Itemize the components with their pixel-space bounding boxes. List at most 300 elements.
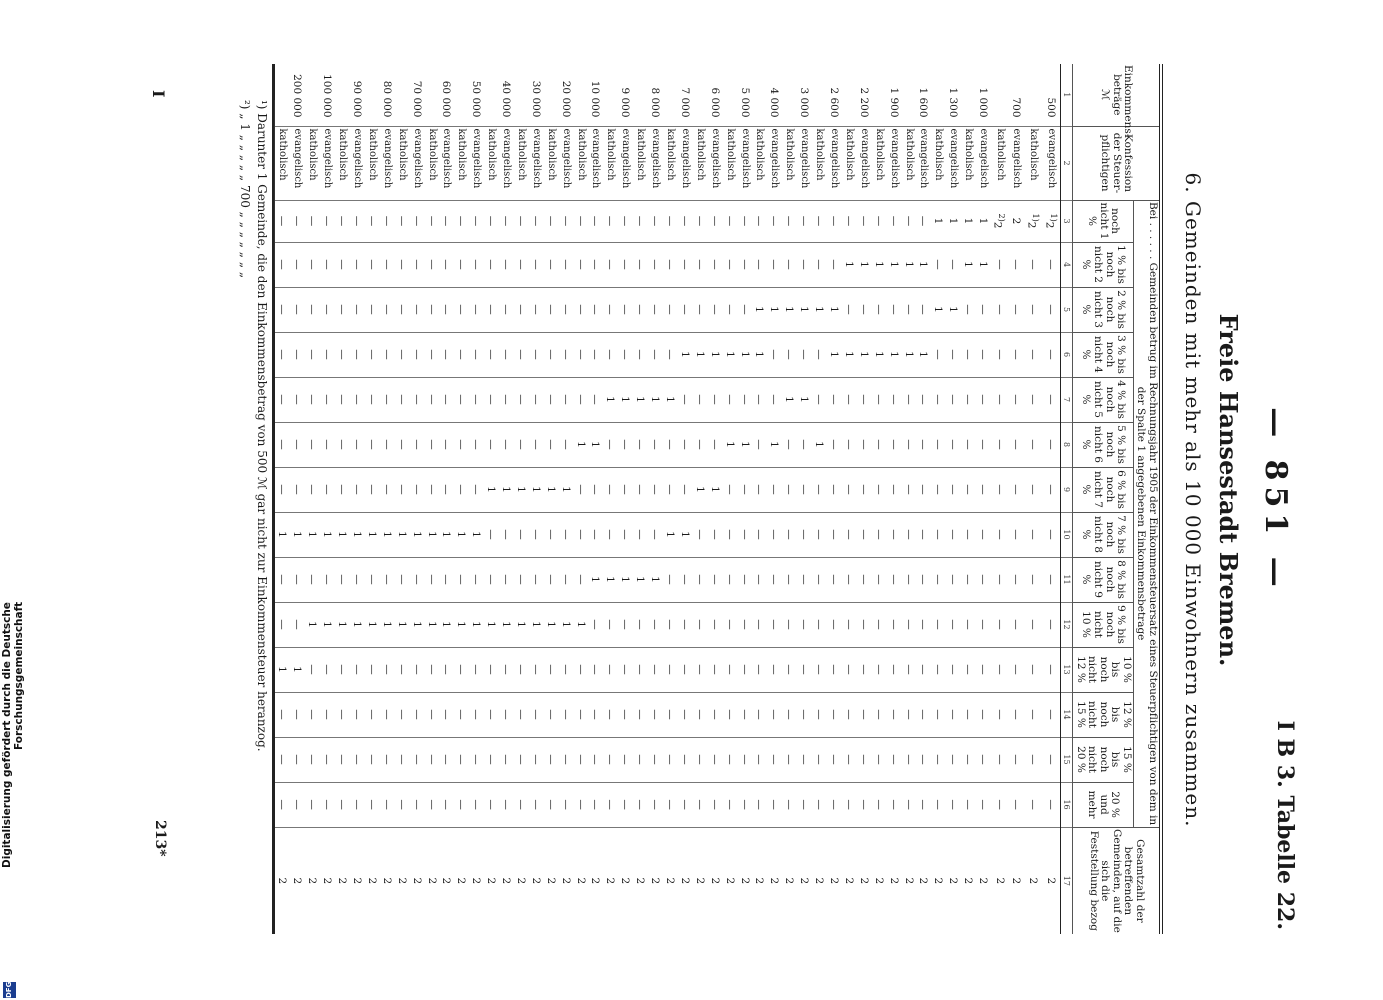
count-cell: —	[841, 782, 856, 827]
count-cell: —	[273, 557, 289, 602]
count-cell: —	[677, 287, 692, 332]
count-cell: —	[677, 647, 692, 692]
count-cell: —	[945, 422, 960, 467]
count-cell: 1	[289, 647, 304, 692]
table-row	[409, 64, 424, 934]
count-cell: —	[468, 737, 483, 782]
count-cell: —	[513, 647, 528, 692]
count-cell: —	[707, 782, 722, 827]
count-cell: —	[916, 200, 931, 242]
count-cell: —	[945, 512, 960, 557]
count-cell: —	[424, 737, 439, 782]
count-cell: —	[1023, 737, 1041, 782]
count-cell: —	[692, 737, 707, 782]
count-cell: —	[394, 647, 409, 692]
count-cell: 1	[617, 377, 632, 422]
count-cell: —	[647, 602, 662, 647]
count-cell: —	[424, 647, 439, 692]
count-cell: —	[289, 377, 304, 422]
confession-cell: evangelisch	[916, 126, 931, 200]
confession-cell: evangelisch	[766, 126, 781, 200]
confession-cell: katholisch	[752, 126, 767, 200]
count-cell: —	[886, 557, 901, 602]
count-cell: —	[722, 377, 737, 422]
count-cell: —	[273, 602, 289, 647]
count-cell: —	[364, 422, 379, 467]
count-cell: —	[304, 557, 319, 602]
income-amount	[513, 64, 528, 126]
count-cell: —	[841, 692, 856, 737]
count-cell: —	[752, 647, 767, 692]
count-cell: —	[319, 242, 334, 287]
count-cell: —	[960, 377, 975, 422]
count-cell: —	[334, 467, 349, 512]
count-cell: —	[856, 467, 871, 512]
count-cell: —	[826, 200, 841, 242]
count-cell: —	[692, 602, 707, 647]
count-cell: —	[916, 782, 931, 827]
count-cell: —	[304, 200, 319, 242]
table-row	[975, 64, 990, 934]
confession-cell: evangelisch	[349, 126, 364, 200]
count-cell: —	[304, 242, 319, 287]
count-cell: —	[737, 242, 752, 287]
count-cell: —	[871, 647, 886, 692]
count-cell: —	[811, 782, 826, 827]
income-amount	[901, 64, 916, 126]
count-cell: —	[349, 557, 364, 602]
count-cell: —	[930, 332, 945, 377]
count-cell: —	[752, 422, 767, 467]
dfg-logo-icon: DFG	[3, 982, 16, 998]
count-cell: —	[752, 377, 767, 422]
count-cell: —	[990, 737, 1008, 782]
count-cell: —	[304, 737, 319, 782]
count-cell: —	[1008, 737, 1023, 782]
confession-cell: katholisch	[573, 126, 588, 200]
total-cell: 2	[796, 827, 811, 934]
count-cell: —	[990, 242, 1008, 287]
footnotes	[235, 100, 275, 752]
count-cell: 1	[289, 512, 304, 557]
confession-cell: katholisch	[424, 126, 439, 200]
count-cell: —	[289, 782, 304, 827]
income-amount	[811, 64, 826, 126]
income-amount	[602, 64, 617, 126]
count-cell: —	[722, 512, 737, 557]
count-cell: —	[722, 647, 737, 692]
confession-cell: katholisch	[334, 126, 349, 200]
count-cell: —	[975, 332, 990, 377]
count-cell: 1	[319, 512, 334, 557]
count-cell: —	[528, 332, 543, 377]
total-cell: 2	[960, 827, 975, 934]
total-cell: 2	[916, 827, 931, 934]
count-cell: —	[886, 200, 901, 242]
count-cell: —	[543, 242, 558, 287]
table-row	[707, 64, 722, 934]
column-number: 10	[1061, 512, 1073, 557]
count-cell: —	[766, 377, 781, 422]
count-cell: —	[647, 647, 662, 692]
count-cell: —	[707, 242, 722, 287]
count-cell: —	[647, 782, 662, 827]
count-cell: —	[1008, 467, 1023, 512]
count-cell: —	[588, 200, 603, 242]
count-cell: —	[468, 332, 483, 377]
count-cell: —	[826, 782, 841, 827]
count-cell: —	[901, 512, 916, 557]
income-amount	[871, 64, 886, 126]
count-cell: —	[632, 200, 647, 242]
confession-cell: evangelisch	[409, 126, 424, 200]
count-cell: —	[573, 557, 588, 602]
count-cell: —	[856, 512, 871, 557]
count-cell: —	[349, 287, 364, 332]
count-cell: —	[856, 200, 871, 242]
count-cell: —	[1042, 692, 1061, 737]
count-cell: —	[379, 332, 394, 377]
confession-cell: evangelisch	[945, 126, 960, 200]
count-cell: —	[349, 737, 364, 782]
count-cell: —	[737, 557, 752, 602]
count-cell: —	[1023, 422, 1041, 467]
page-code: 213*	[152, 820, 168, 857]
count-cell: 1	[334, 512, 349, 557]
income-amount: 10 000	[588, 64, 603, 126]
count-cell: —	[811, 200, 826, 242]
count-cell: —	[334, 692, 349, 737]
count-cell: 2	[1008, 200, 1023, 242]
column-number: 3	[1061, 200, 1073, 242]
count-cell: —	[662, 422, 677, 467]
total-cell: 2	[379, 827, 394, 934]
count-cell: —	[632, 782, 647, 827]
total-cell: 2	[975, 827, 990, 934]
count-cell: —	[811, 692, 826, 737]
count-cell: —	[871, 692, 886, 737]
count-cell: —	[602, 200, 617, 242]
count-cell: —	[707, 557, 722, 602]
table-row	[528, 64, 543, 934]
count-cell: 1	[424, 602, 439, 647]
count-cell: —	[1023, 287, 1041, 332]
count-cell: —	[960, 737, 975, 782]
footnote-marker: 2)	[997, 213, 1007, 222]
count-cell: —	[483, 692, 498, 737]
table-row	[886, 64, 901, 934]
count-cell: —	[945, 602, 960, 647]
count-cell: —	[841, 377, 856, 422]
count-cell: —	[558, 737, 573, 782]
count-cell: 1	[379, 602, 394, 647]
count-cell: 1	[722, 332, 737, 377]
count-cell: —	[528, 692, 543, 737]
count-cell	[990, 200, 1008, 242]
count-cell: —	[871, 377, 886, 422]
income-amount: 90 000	[349, 64, 364, 126]
count-cell: —	[647, 200, 662, 242]
count-cell: —	[856, 557, 871, 602]
count-cell: 1	[841, 332, 856, 377]
income-amount: 60 000	[439, 64, 454, 126]
count-cell: —	[453, 467, 468, 512]
count-cell: —	[453, 737, 468, 782]
count-cell: —	[677, 242, 692, 287]
count-cell: —	[737, 200, 752, 242]
count-cell: 1	[409, 512, 424, 557]
count-cell: —	[945, 242, 960, 287]
count-cell: —	[513, 422, 528, 467]
column-number: 17	[1061, 827, 1073, 934]
count-cell: —	[588, 602, 603, 647]
count-cell: —	[1008, 647, 1023, 692]
total-cell: 2	[439, 827, 454, 934]
count-cell: —	[796, 512, 811, 557]
count-cell: —	[811, 602, 826, 647]
count-cell: —	[886, 647, 901, 692]
count-cell: —	[558, 287, 573, 332]
table-row	[811, 64, 826, 934]
count-cell: —	[677, 377, 692, 422]
total-cell: 2	[319, 827, 334, 934]
page-number: — 851 —	[1258, 407, 1293, 593]
count-cell: —	[349, 377, 364, 422]
table-header	[1073, 64, 1161, 934]
count-cell: —	[886, 782, 901, 827]
count-cell: —	[439, 737, 454, 782]
count-cell: —	[752, 782, 767, 827]
count-cell: —	[811, 242, 826, 287]
count-cell: —	[588, 737, 603, 782]
count-cell: —	[960, 332, 975, 377]
count-cell: —	[886, 467, 901, 512]
count-cell: —	[811, 512, 826, 557]
count-cell: —	[319, 332, 334, 377]
count-cell: —	[409, 692, 424, 737]
count-cell: —	[349, 782, 364, 827]
count-cell: —	[960, 512, 975, 557]
total-cell: 2	[573, 827, 588, 934]
page-subtitle: 6. Gemeinden mit mehr als 10 000 Einwohnern zusammen.	[1181, 172, 1205, 828]
count-cell: —	[543, 287, 558, 332]
count-cell: —	[1042, 512, 1061, 557]
count-cell: —	[766, 737, 781, 782]
column-number: 13	[1061, 647, 1073, 692]
count-cell: —	[513, 332, 528, 377]
count-cell: —	[543, 647, 558, 692]
count-cell: —	[379, 557, 394, 602]
count-cell: —	[1042, 602, 1061, 647]
table-row	[1042, 64, 1061, 934]
count-cell: —	[811, 647, 826, 692]
count-cell	[1042, 200, 1061, 242]
count-cell: —	[334, 647, 349, 692]
header-bracket: noch nicht 1 %	[1073, 200, 1134, 242]
count-cell: —	[304, 287, 319, 332]
income-amount: 1 300	[945, 64, 960, 126]
confession-cell: katholisch	[841, 126, 856, 200]
count-cell: 1	[826, 332, 841, 377]
count-cell: —	[677, 737, 692, 782]
count-cell: 1	[483, 602, 498, 647]
confession-cell: katholisch	[364, 126, 379, 200]
count-cell: —	[304, 332, 319, 377]
count-cell: —	[617, 602, 632, 647]
count-cell: —	[960, 602, 975, 647]
total-cell: 2	[483, 827, 498, 934]
count-cell: —	[752, 200, 767, 242]
header-bracket: 8 % bis noch nicht 9 %	[1073, 557, 1134, 602]
count-cell: —	[334, 377, 349, 422]
count-cell: —	[960, 467, 975, 512]
column-number: 5	[1061, 287, 1073, 332]
count-cell: —	[975, 557, 990, 602]
count-cell: —	[394, 692, 409, 737]
count-cell: —	[930, 422, 945, 467]
count-cell: —	[990, 692, 1008, 737]
total-cell: 2	[349, 827, 364, 934]
count-cell: —	[334, 200, 349, 242]
count-cell: —	[707, 377, 722, 422]
count-cell: —	[349, 332, 364, 377]
count-cell: —	[960, 647, 975, 692]
count-cell: —	[364, 377, 379, 422]
table-row	[945, 64, 960, 934]
count-cell	[1023, 200, 1041, 242]
count-cell: 1	[304, 602, 319, 647]
table-row	[349, 64, 364, 934]
count-cell: —	[722, 782, 737, 827]
count-cell: —	[573, 287, 588, 332]
income-amount: 2 200	[856, 64, 871, 126]
income-amount: 100 000	[319, 64, 334, 126]
count-cell: —	[304, 647, 319, 692]
count-cell: —	[632, 287, 647, 332]
count-cell: —	[617, 242, 632, 287]
count-cell: —	[409, 242, 424, 287]
confession-cell: evangelisch	[647, 126, 662, 200]
income-amount: 700	[1008, 64, 1023, 126]
count-cell: —	[573, 377, 588, 422]
count-cell: —	[1008, 332, 1023, 377]
count-cell: —	[468, 692, 483, 737]
count-cell: —	[752, 602, 767, 647]
count-cell: 1	[498, 467, 513, 512]
count-cell: —	[647, 242, 662, 287]
count-cell: —	[498, 692, 513, 737]
count-cell: —	[439, 647, 454, 692]
count-cell: —	[826, 557, 841, 602]
table-row	[692, 64, 707, 934]
count-cell: —	[1042, 287, 1061, 332]
header-bracket: 10 % bis noch nicht 12 %	[1073, 647, 1134, 692]
count-cell: —	[632, 422, 647, 467]
count-cell: —	[856, 737, 871, 782]
count-cell: —	[543, 422, 558, 467]
confession-cell: katholisch	[871, 126, 886, 200]
confession-cell: evangelisch	[588, 126, 603, 200]
count-cell: —	[379, 467, 394, 512]
count-cell: 1	[304, 512, 319, 557]
count-cell: —	[647, 737, 662, 782]
confession-cell: katholisch	[662, 126, 677, 200]
count-cell: —	[841, 647, 856, 692]
count-cell: —	[796, 647, 811, 692]
count-cell: —	[289, 242, 304, 287]
count-cell: 1	[677, 332, 692, 377]
count-cell: —	[617, 200, 632, 242]
count-cell: —	[498, 737, 513, 782]
count-cell: —	[588, 242, 603, 287]
count-cell: —	[632, 332, 647, 377]
count-value: 2	[991, 221, 1004, 229]
table-row	[856, 64, 871, 934]
confession-cell: evangelisch	[707, 126, 722, 200]
count-cell: —	[886, 602, 901, 647]
count-cell: —	[289, 737, 304, 782]
table-row	[722, 64, 737, 934]
count-cell: —	[588, 692, 603, 737]
count-cell: —	[573, 737, 588, 782]
count-cell: —	[588, 647, 603, 692]
count-cell: —	[453, 692, 468, 737]
count-cell: —	[409, 332, 424, 377]
confession-cell: evangelisch	[677, 126, 692, 200]
count-cell: —	[513, 242, 528, 287]
count-cell: —	[453, 287, 468, 332]
header-bracket: 4 % bis noch nicht 5 %	[1073, 377, 1134, 422]
count-cell: —	[916, 737, 931, 782]
count-cell: —	[975, 602, 990, 647]
income-amount	[1023, 64, 1041, 126]
count-cell: —	[886, 737, 901, 782]
count-cell: —	[409, 422, 424, 467]
count-cell: —	[334, 782, 349, 827]
count-cell: —	[707, 200, 722, 242]
total-cell: 2	[945, 827, 960, 934]
count-cell: —	[273, 737, 289, 782]
count-cell: —	[975, 287, 990, 332]
count-cell: —	[811, 332, 826, 377]
count-cell: —	[409, 287, 424, 332]
count-cell: —	[602, 602, 617, 647]
count-cell: —	[468, 377, 483, 422]
count-cell: —	[1008, 422, 1023, 467]
count-cell: —	[379, 422, 394, 467]
count-cell: —	[409, 377, 424, 422]
confession-cell: evangelisch	[319, 126, 334, 200]
count-cell: —	[766, 602, 781, 647]
footnote-marker: 1)	[1049, 213, 1059, 222]
table-row	[662, 64, 677, 934]
confession-cell: evangelisch	[796, 126, 811, 200]
count-cell: 1	[677, 512, 692, 557]
count-cell: —	[692, 557, 707, 602]
count-cell: —	[662, 242, 677, 287]
count-cell: —	[737, 737, 752, 782]
count-cell: —	[558, 782, 573, 827]
count-cell: —	[588, 377, 603, 422]
count-cell: 1	[528, 467, 543, 512]
count-cell: —	[573, 467, 588, 512]
count-cell: —	[273, 422, 289, 467]
table-row	[588, 64, 603, 934]
count-cell: 1	[364, 512, 379, 557]
count-cell: —	[856, 287, 871, 332]
count-cell: —	[960, 422, 975, 467]
table-row	[289, 64, 304, 934]
